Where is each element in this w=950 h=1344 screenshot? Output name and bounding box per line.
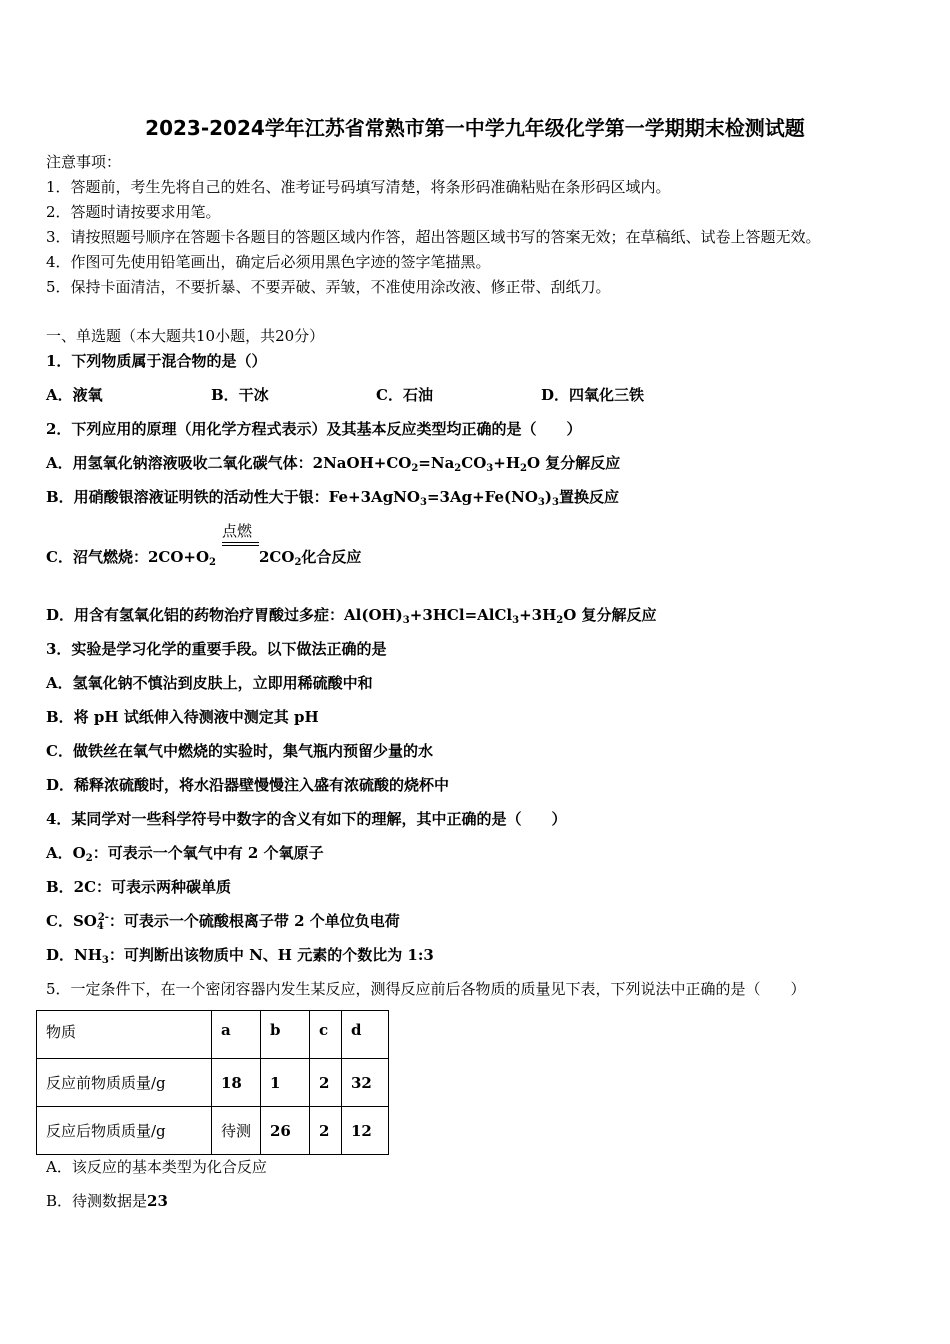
table-cell: 32 [342, 1059, 389, 1107]
page-title: 2023-2024学年江苏省常熟市第一中学九年级化学第一学期期末检测试题 [145, 116, 805, 140]
notice-item: 4．作图可先使用铅笔画出，确定后必须用黑色字迹的签字笔描黑。 [46, 253, 491, 271]
question-2-stem: 2．下列应用的原理（用化学方程式表示）及其基本反应类型均正确的是（ ） [46, 420, 582, 438]
subscript: 2 [520, 463, 527, 474]
text: ) [544, 488, 552, 506]
subscript: 2 [85, 853, 93, 864]
table-row [37, 1107, 389, 1155]
subscript: 3 [402, 615, 410, 626]
option-d: D．四氧化三铁 [541, 386, 645, 404]
text: B．待测数据是 [46, 1192, 148, 1210]
table-cell: 反应后物质质量/g [37, 1107, 212, 1155]
text: C．沼气燃烧：2CO+O [46, 548, 210, 566]
table-cell: 18 [212, 1059, 261, 1107]
question-3-option-a: A．氢氧化钠不慎沾到皮肤上，立即用稀硫酸中和 [46, 674, 373, 692]
text: CO [461, 454, 487, 472]
subscript: 3 [101, 955, 109, 966]
option-b: B．干冰 [211, 386, 269, 404]
text: ：可表示一个硫酸根离子带 2 个单位负电荷 [108, 912, 400, 930]
table-cell: d [342, 1011, 389, 1059]
option-a: A．液氧 [46, 386, 103, 404]
question-5-option-b [46, 1191, 168, 1211]
text: ：可判断出该物质中 N、H 元素的个数比为 1:3 [108, 946, 434, 964]
section-heading: 一、单选题（本大题共10小题，共20分） [46, 327, 325, 345]
option-c: C．石油 [376, 386, 433, 404]
question-2-option-b [46, 487, 619, 507]
subscript: 3 [537, 497, 545, 508]
text: C．SO [46, 912, 97, 930]
question-4-option-d [46, 945, 434, 965]
subscript: 3 [551, 497, 559, 508]
text: O 复分解反应 [563, 606, 657, 624]
notice-item: 2．答题时请按要求用笔。 [46, 203, 221, 221]
equals-bar-top [222, 542, 259, 543]
notice-item: 5．保持卡面清洁，不要折暴、不要弄破、弄皱，不准使用涂改液、修正带、刮纸刀。 [46, 278, 611, 296]
subscript: 2 [411, 463, 419, 474]
text: =Na [418, 454, 455, 472]
text: B．用硝酸银溶液证明铁的活动性大于银：Fe+3AgNO [46, 488, 420, 506]
notice-item: 3．请按照题号顺序在答题卡各题目的答题区域内作答，超出答题区域书写的答案无效；在草稿纸、试卷上答题无效。 [46, 228, 821, 246]
text: =3Ag+Fe(NO [426, 488, 538, 506]
table-cell: c [310, 1011, 342, 1059]
text: 23 [147, 1192, 168, 1210]
text: +3HCl=AlCl [409, 606, 513, 624]
text: 置换反应 [558, 488, 619, 506]
reaction-condition: 点燃 [222, 522, 253, 540]
question-4-option-a [46, 843, 324, 863]
text: +H [493, 454, 520, 472]
text: A．用氢氧化钠溶液吸收二氧化碳气体：2NaOH+CO [46, 454, 412, 472]
notice-item: 1．答题前，考生先将自己的姓名、准考证号码填写清楚，将条形码准确粘贴在条形码区域内。 [46, 178, 671, 196]
table-cell: 物质 [37, 1011, 212, 1059]
question-2-option-d [46, 605, 657, 625]
question-3-option-c: C．做铁丝在氧气中燃烧的实验时，集气瓶内预留少量的水 [46, 742, 433, 760]
question-3-option-b: B．将 pH 试纸伸入待测液中测定其 pH [46, 708, 319, 726]
subscript: 3 [419, 497, 427, 508]
text: O 复分解反应 [526, 454, 621, 472]
subscript: 2 [556, 615, 564, 626]
subscript: 4 [96, 921, 104, 932]
question-3-stem: 3．实验是学习化学的重要手段。以下做法正确的是 [46, 640, 387, 658]
question-5-stem: 5．一定条件下，在一个密闭容器内发生某反应，测得反应前后各物质的质量见下表，下列说法中正确的是（ ） [46, 980, 806, 998]
question-2-option-c [46, 547, 361, 567]
table-row [37, 1011, 389, 1059]
question-4-stem: 4．某同学对一些科学符号中数字的含义有如下的理解，其中正确的是（ ） [46, 810, 567, 828]
table-cell: b [261, 1011, 310, 1059]
subscript: 2 [454, 463, 462, 474]
table-cell: 反应前物质质量/g [37, 1059, 212, 1107]
question-5-option-a: A．该反应的基本类型为化合反应 [46, 1158, 267, 1176]
text: 化合反应 [301, 548, 362, 566]
text: D．用含有氢氧化铝的药物治疗胃酸过多症：Al(OH) [46, 606, 403, 624]
text: D．NH [46, 946, 102, 964]
question-1-stem: 1．下列物质属于混合物的是（） [46, 352, 267, 370]
text: A．O [46, 844, 86, 862]
subscript: 3 [486, 463, 494, 474]
table-cell: 2 [310, 1107, 342, 1155]
subscript: 3 [512, 615, 520, 626]
question-3-option-d: D．稀释浓硫酸时，将水沿器壁慢慢注入盛有浓硫酸的烧杯中 [46, 776, 450, 794]
equals-bar-bottom [222, 545, 259, 546]
table-cell: 1 [261, 1059, 310, 1107]
table-row [37, 1059, 389, 1107]
text: 2CO [259, 548, 295, 566]
subscript: 2 [294, 557, 302, 568]
table-cell: 12 [342, 1107, 389, 1155]
table-cell: 2 [310, 1059, 342, 1107]
text: +3H [519, 606, 557, 624]
table-cell: 待测 [212, 1107, 261, 1155]
superscript: 2- [97, 912, 109, 923]
table-cell: 26 [261, 1107, 310, 1155]
question-1-options [46, 385, 644, 405]
question-4-option-c [46, 911, 400, 931]
question-2-option-a [46, 453, 620, 473]
notice-heading: 注意事项： [46, 153, 122, 171]
question-4-option-b: B．2C：可表示两种碳单质 [46, 878, 232, 896]
table-cell: a [212, 1011, 261, 1059]
text: ：可表示一个氧气中有 2 个氧原子 [92, 844, 324, 862]
subscript: 2 [209, 557, 216, 568]
mass-table [36, 1010, 389, 1155]
